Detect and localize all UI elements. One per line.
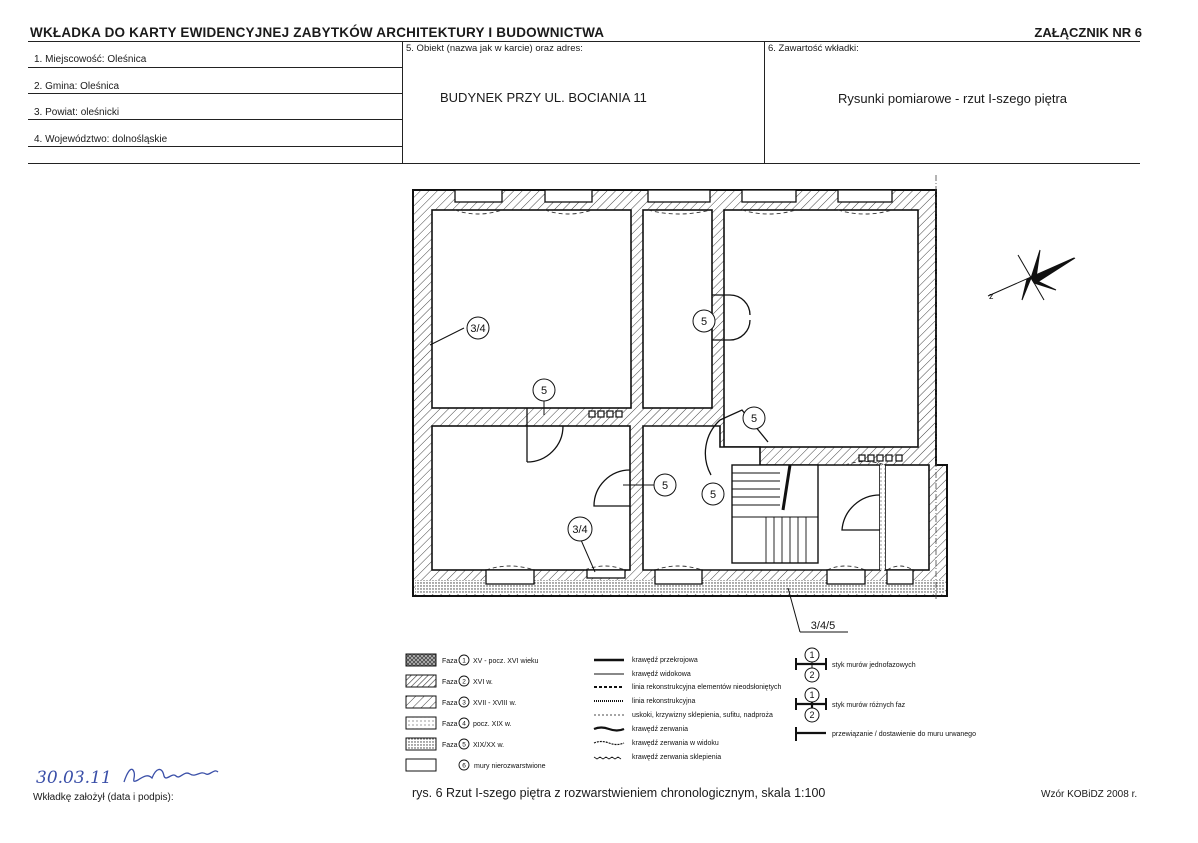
label-5-b: 5 [700, 316, 708, 328]
field-commune: 2. Gmina: Oleśnica [34, 81, 120, 92]
staircase [732, 465, 818, 563]
phase-2-label: Faza [442, 679, 458, 686]
phase-1-desc: XV - pocz. XVI wieku [473, 658, 539, 665]
joint-desc-1: styk murów jednofazowych [832, 662, 916, 669]
field-district: 3. Powiat: oleśnicki [34, 107, 120, 118]
joint-2-bottom: 2 [809, 710, 815, 720]
legend-joint-texts [832, 662, 976, 738]
legend-phase-circles [459, 655, 469, 770]
phase-3-label: Faza [442, 700, 458, 707]
field-content-value: Rysunki pomiarowe - rzut I-szego piętra [838, 91, 1068, 106]
wall-dotted [880, 465, 885, 570]
phase-2-desc: XVI w. [473, 679, 493, 686]
line-desc-7: krawędź zerwania w widoku [632, 740, 719, 747]
label-5-c: 5 [750, 413, 758, 425]
phase-2-num: 2 [462, 678, 466, 686]
phase-4-desc: pocz. XIX w. [473, 721, 512, 728]
attachment-number: ZAŁĄCZNIK NR 6 [1034, 25, 1142, 40]
phase-1-num: 1 [462, 657, 466, 665]
legend-line-samples [594, 660, 624, 759]
line-desc-5: uskoki, krzywizny sklepienia, sufitu, nadproża [632, 712, 773, 719]
phase-4-num: 4 [462, 720, 466, 728]
room-nw [432, 210, 631, 408]
field-content-label: 6. Zawartość wkładki: [768, 43, 859, 54]
legend-line-texts [632, 657, 782, 761]
line-desc-2: krawędź widokowa [632, 671, 691, 678]
joint-1-bottom: 2 [809, 670, 815, 680]
label-5-a: 5 [540, 385, 548, 397]
phase-5-desc: XIX/XX w. [473, 742, 505, 749]
room-n-small [643, 210, 712, 408]
signature-label: Wkładkę założył (data i podpis): [33, 792, 174, 803]
handwritten-signature [118, 760, 228, 790]
phase-3-desc: XVII - XVIII w. [473, 700, 517, 707]
signature-date: 30.03.11 [36, 768, 112, 788]
phase-3-num: 3 [462, 699, 466, 707]
room-se-small [885, 465, 929, 570]
field-object-value: BUDYNEK PRZY UL. BOCIANIA 11 [440, 90, 647, 105]
phase-5-num: 5 [462, 741, 466, 749]
joint-1-top: 1 [809, 650, 815, 660]
line-desc-3: linia rekonstrukcyjna elementów nieodsłoniętych [632, 684, 782, 691]
rooms [432, 210, 929, 570]
room-sw [432, 426, 630, 570]
field-locality: 1. Miejscowość: Oleśnica [34, 54, 147, 65]
bond-desc: przewiązanie / dostawienie do muru urwanego [832, 731, 976, 738]
label-345: 3/4/5 [810, 620, 836, 632]
document-title: WKŁADKA DO KARTY EWIDENCYJNEJ ZABYTKÓW ARCHITEKTURY I BUDOWNICTWA [30, 25, 605, 40]
phase-5-label: Faza [442, 742, 458, 749]
joint-2-top: 1 [809, 690, 815, 700]
template-note: Wzór KOBiDZ 2008 r. [1041, 789, 1138, 800]
field-voivodeship: 4. Województwo: dolnośląskie [34, 134, 168, 145]
drawing-caption: rys. 6 Rzut I-szego piętra z rozwarstwieniem chronologicznym, skala 1:100 [412, 786, 826, 800]
legend-phase-words [442, 658, 546, 770]
legend-swatches [406, 654, 436, 771]
field-object-label: 5. Obiekt (nazwa jak w karcie) oraz adres: [406, 43, 583, 54]
phase-4-label: Faza [442, 721, 458, 728]
line-desc-1: krawędź przekrojowa [632, 657, 698, 664]
line-desc-8: krawędź zerwania sklepienia [632, 754, 722, 761]
line-desc-6: krawędź zerwania [632, 726, 689, 733]
label-34-a: 3/4 [470, 323, 486, 335]
label-5-e: 5 [709, 489, 717, 501]
label-5-d: 5 [661, 480, 669, 492]
joint-desc-2: styk murów różnych faz [832, 702, 906, 709]
unlayered-desc: mury nierozwarstwione [474, 763, 546, 770]
north-arrow-icon [988, 250, 1075, 301]
phase-1-label: Faza [442, 658, 458, 665]
unlayered-num: 6 [462, 762, 466, 770]
line-desc-4: linia rekonstrukcyjna [632, 698, 696, 705]
svg-text:z: z [989, 291, 994, 301]
label-34-b: 3/4 [572, 524, 588, 536]
